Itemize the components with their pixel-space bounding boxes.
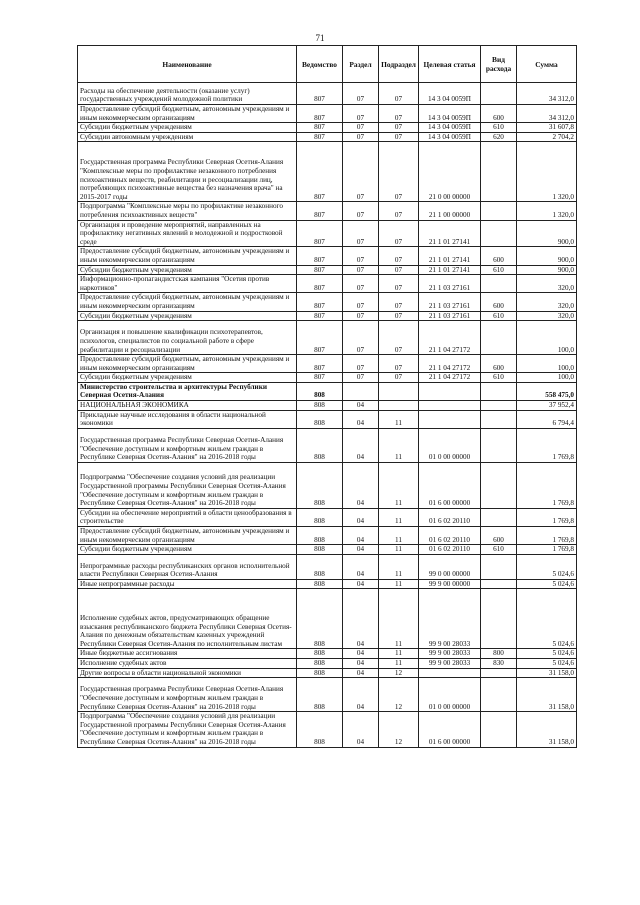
row-podrazdel: 11 (379, 649, 419, 659)
row-expense-type: 610 (481, 265, 517, 275)
row-sum: 1 320,0 (517, 202, 577, 220)
row-name: Исполнение судебных актов, предусматривающих обращение взыскания республиканского бюджета Республики Северная Осетия-Алания по денежным обязательствам казенных учреждений Республики Северная Осетия-Алания по исполнительным листам (78, 589, 297, 649)
row-expense-type: 600 (481, 293, 517, 311)
row-sum: 31 158,0 (517, 668, 577, 678)
row-target-article: 99 9 00 28033 (419, 659, 481, 669)
row-expense-type (481, 589, 517, 649)
row-sum: 900,0 (517, 247, 577, 265)
table-row (78, 123, 577, 133)
row-name: Министерство строительства и архитектуры Республики Северная Осетия-Алания (78, 382, 297, 400)
row-vedomstvo: 807 (297, 373, 343, 383)
table-row (78, 382, 577, 400)
row-vedomstvo: 807 (297, 265, 343, 275)
row-expense-type (481, 712, 517, 747)
row-razdel: 04 (343, 579, 379, 589)
row-target-article: 14 3 04 0059П (419, 132, 481, 142)
row-expense-type: 610 (481, 123, 517, 133)
table-body (78, 83, 577, 748)
row-name: Государственная программа Республики Северная Осетия-Алания "Обеспечение доступным и комфортным жильем граждан в Республике Северная Осетия-Алания" на 2016-2018 годы (78, 428, 297, 462)
row-expense-type: 600 (481, 247, 517, 265)
row-razdel: 07 (343, 202, 379, 220)
table-row (78, 410, 577, 428)
table-row (78, 428, 577, 462)
row-razdel: 07 (343, 321, 379, 355)
table-row (78, 321, 577, 355)
table-row (78, 545, 577, 555)
row-expense-type (481, 83, 517, 105)
row-razdel: 04 (343, 554, 379, 579)
row-name: Предоставление субсидий бюджетным, автономным учреждениям и иным некоммерческим организациям (78, 247, 297, 265)
row-sum: 100,0 (517, 321, 577, 355)
row-podrazdel: 11 (379, 508, 419, 526)
row-expense-type: 600 (481, 355, 517, 373)
table-row (78, 132, 577, 142)
row-expense-type (481, 428, 517, 462)
row-name: Другие вопросы в области национальной экономики (78, 668, 297, 678)
row-razdel: 07 (343, 142, 379, 202)
row-name: Государственная программа Республики Северная Осетия-Алания "Обеспечение доступным и комфортным жильем граждан в Республике Северная Осетия-Алания" на 2016-2018 годы (78, 678, 297, 712)
row-expense-type: 620 (481, 132, 517, 142)
row-vedomstvo: 807 (297, 321, 343, 355)
row-vedomstvo: 808 (297, 527, 343, 545)
row-razdel: 07 (343, 275, 379, 293)
row-target-article: 14 3 04 0059П (419, 83, 481, 105)
table-row (78, 462, 577, 508)
row-podrazdel: 07 (379, 83, 419, 105)
row-vedomstvo: 807 (297, 123, 343, 133)
row-podrazdel: 11 (379, 462, 419, 508)
row-razdel: 07 (343, 123, 379, 133)
row-expense-type: 600 (481, 527, 517, 545)
row-expense-type: 610 (481, 373, 517, 383)
row-vedomstvo: 808 (297, 589, 343, 649)
row-name: Предоставление субсидий бюджетным, автономным учреждениям и иным некоммерческим организациям (78, 355, 297, 373)
row-podrazdel: 07 (379, 265, 419, 275)
table-row (78, 202, 577, 220)
row-razdel: 07 (343, 293, 379, 311)
row-name: Субсидии бюджетным учреждениям (78, 311, 297, 321)
row-expense-type (481, 410, 517, 428)
row-expense-type (481, 668, 517, 678)
row-podrazdel: 12 (379, 678, 419, 712)
row-expense-type (481, 678, 517, 712)
row-expense-type: 830 (481, 659, 517, 669)
row-vedomstvo: 807 (297, 142, 343, 202)
row-razdel: 04 (343, 508, 379, 526)
row-razdel: 07 (343, 132, 379, 142)
row-expense-type (481, 462, 517, 508)
row-razdel: 07 (343, 355, 379, 373)
row-expense-type (481, 382, 517, 400)
row-target-article: 99 9 00 28033 (419, 589, 481, 649)
row-podrazdel: 07 (379, 293, 419, 311)
row-expense-type (481, 508, 517, 526)
row-expense-type: 610 (481, 311, 517, 321)
row-sum: 320,0 (517, 293, 577, 311)
row-vedomstvo: 807 (297, 202, 343, 220)
row-razdel: 04 (343, 668, 379, 678)
row-name: Субсидии на обеспечение мероприятий в области ценообразования в строительстве (78, 508, 297, 526)
row-target-article: 99 0 00 00000 (419, 554, 481, 579)
row-name: Государственная программа Республики Северная Осетия-Алания "Комплексные меры по профилактике незаконного потребления психоактивных веществ, реабилитации и ресоциализации лиц, потребляющих психоактивные вещества без назначения врача" на 2015-2017 годы (78, 142, 297, 202)
row-vedomstvo: 807 (297, 105, 343, 123)
row-target-article: 21 1 03 27161 (419, 275, 481, 293)
row-name: Непрограммные расходы республиканских органов исполнительной власти Республики Северная Осетия-Алания (78, 554, 297, 579)
row-name: Информационно-пропагандистская кампания "Осетия против наркотиков" (78, 275, 297, 293)
row-sum: 100,0 (517, 373, 577, 383)
row-target-article: 21 1 04 27172 (419, 373, 481, 383)
header-target-article: Целевая статья (419, 46, 481, 83)
row-vedomstvo: 808 (297, 659, 343, 669)
row-expense-type (481, 220, 517, 247)
row-name: Подпрограмма "Обеспечение создания условий для реализации Государственной программы Республики Северная Осетия-Алания "Обеспечение доступным и комфортным жильем граждан в Республике Северная Осетия-Алания" на 2016-2018 годы (78, 462, 297, 508)
row-podrazdel: 11 (379, 527, 419, 545)
row-podrazdel (379, 382, 419, 400)
table-row (78, 275, 577, 293)
header-name: Наименование (78, 46, 297, 83)
row-target-article: 21 0 00 00000 (419, 142, 481, 202)
row-sum: 900,0 (517, 220, 577, 247)
row-razdel: 04 (343, 428, 379, 462)
row-podrazdel: 12 (379, 712, 419, 747)
row-vedomstvo: 807 (297, 83, 343, 105)
row-razdel: 04 (343, 401, 379, 411)
row-vedomstvo: 808 (297, 401, 343, 411)
row-name: Иные непрограммные расходы (78, 579, 297, 589)
row-podrazdel: 12 (379, 668, 419, 678)
row-sum: 320,0 (517, 275, 577, 293)
row-target-article: 21 1 01 27141 (419, 265, 481, 275)
row-vedomstvo: 808 (297, 462, 343, 508)
row-expense-type (481, 579, 517, 589)
row-razdel: 07 (343, 83, 379, 105)
row-podrazdel: 07 (379, 247, 419, 265)
row-target-article: 21 1 03 27161 (419, 293, 481, 311)
header-expense-type: Вид расхода (481, 46, 517, 83)
table-row (78, 678, 577, 712)
row-razdel: 07 (343, 220, 379, 247)
row-vedomstvo: 808 (297, 428, 343, 462)
table-row (78, 508, 577, 526)
row-target-article: 01 6 02 20110 (419, 508, 481, 526)
row-podrazdel: 07 (379, 355, 419, 373)
row-razdel: 04 (343, 649, 379, 659)
row-target-article: 21 1 04 27172 (419, 355, 481, 373)
row-target-article (419, 668, 481, 678)
row-target-article: 21 1 04 27172 (419, 321, 481, 355)
row-vedomstvo: 808 (297, 678, 343, 712)
row-name: НАЦИОНАЛЬНАЯ ЭКОНОМИКА (78, 401, 297, 411)
row-podrazdel (379, 401, 419, 411)
row-vedomstvo: 807 (297, 220, 343, 247)
row-vedomstvo: 808 (297, 579, 343, 589)
row-target-article: 21 1 01 27141 (419, 247, 481, 265)
table-row (78, 668, 577, 678)
row-name: Подпрограмма "Комплексные меры по профилактике незаконного потребления психоактивных веществ" (78, 202, 297, 220)
row-razdel: 04 (343, 545, 379, 555)
row-name: Предоставление субсидий бюджетным, автономным учреждениям и иным некоммерческим организациям (78, 527, 297, 545)
row-expense-type: 800 (481, 649, 517, 659)
row-vedomstvo: 808 (297, 712, 343, 747)
row-sum: 34 312,0 (517, 83, 577, 105)
row-vedomstvo: 808 (297, 508, 343, 526)
row-target-article: 99 9 00 28033 (419, 649, 481, 659)
row-target-article: 01 6 02 20110 (419, 527, 481, 545)
row-vedomstvo: 808 (297, 668, 343, 678)
row-name: Организация и проведение мероприятий, направленных на профилактику негативных явлений в молодежной и подростковой среде (78, 220, 297, 247)
row-podrazdel: 11 (379, 554, 419, 579)
row-podrazdel: 07 (379, 105, 419, 123)
row-sum: 1 769,8 (517, 462, 577, 508)
table-row (78, 712, 577, 747)
row-razdel: 07 (343, 105, 379, 123)
row-vedomstvo: 807 (297, 311, 343, 321)
row-razdel: 04 (343, 678, 379, 712)
row-sum: 100,0 (517, 355, 577, 373)
row-name: Организация и повышение квалификации психотерапевтов, психологов, специалистов по социальной работе в сфере реабилитации и ресоциализации (78, 321, 297, 355)
row-sum: 5 024,6 (517, 554, 577, 579)
row-name: Исполнение судебных актов (78, 659, 297, 669)
row-sum: 34 312,0 (517, 105, 577, 123)
row-podrazdel: 11 (379, 545, 419, 555)
row-sum: 1 769,8 (517, 527, 577, 545)
row-vedomstvo: 808 (297, 649, 343, 659)
table-header-row (78, 46, 577, 83)
row-vedomstvo: 808 (297, 554, 343, 579)
table-row (78, 265, 577, 275)
row-sum: 1 769,8 (517, 545, 577, 555)
row-target-article: 21 1 03 27161 (419, 311, 481, 321)
row-sum: 5 024,6 (517, 649, 577, 659)
row-target-article (419, 382, 481, 400)
table-row (78, 83, 577, 105)
row-name: Предоставление субсидий бюджетным, автономным учреждениям и иным некоммерческим организациям (78, 293, 297, 311)
row-razdel (343, 382, 379, 400)
row-sum: 900,0 (517, 265, 577, 275)
table-row (78, 401, 577, 411)
table-row (78, 220, 577, 247)
table-row (78, 527, 577, 545)
table-row (78, 105, 577, 123)
row-name: Расходы на обеспечение деятельности (оказание услуг) государственных учреждений молодежной политики (78, 83, 297, 105)
table-row (78, 659, 577, 669)
row-name: Субсидии бюджетным учреждениям (78, 545, 297, 555)
row-razdel: 04 (343, 712, 379, 747)
table-row (78, 311, 577, 321)
row-target-article: 14 3 04 0059П (419, 105, 481, 123)
row-expense-type (481, 321, 517, 355)
row-podrazdel: 07 (379, 275, 419, 293)
row-vedomstvo: 807 (297, 247, 343, 265)
row-expense-type (481, 142, 517, 202)
row-sum: 5 024,6 (517, 659, 577, 669)
row-razdel: 07 (343, 247, 379, 265)
row-name: Подпрограмма "Обеспечение создания условий для реализации Государственной программы Республики Северная Осетия-Алания "Обеспечение доступным и комфортным жильем граждан в Республике Северная Осетия-Алания" на 2016-2018 годы (78, 712, 297, 747)
row-sum: 6 794,4 (517, 410, 577, 428)
row-sum: 5 024,6 (517, 589, 577, 649)
row-target-article (419, 410, 481, 428)
table-row (78, 579, 577, 589)
row-podrazdel: 07 (379, 373, 419, 383)
row-expense-type (481, 275, 517, 293)
row-sum: 320,0 (517, 311, 577, 321)
budget-table (77, 45, 577, 748)
row-expense-type: 600 (481, 105, 517, 123)
row-sum: 1 769,8 (517, 428, 577, 462)
row-podrazdel: 11 (379, 410, 419, 428)
row-razdel: 04 (343, 589, 379, 649)
row-vedomstvo: 808 (297, 382, 343, 400)
row-podrazdel: 07 (379, 123, 419, 133)
row-podrazdel: 11 (379, 589, 419, 649)
row-razdel: 07 (343, 311, 379, 321)
table-row (78, 589, 577, 649)
table-row (78, 355, 577, 373)
header-razdel: Раздел (343, 46, 379, 83)
row-vedomstvo: 807 (297, 132, 343, 142)
header-sum: Сумма (517, 46, 577, 83)
row-target-article: 14 3 04 0059П (419, 123, 481, 133)
row-podrazdel: 07 (379, 321, 419, 355)
row-sum: 2 704,2 (517, 132, 577, 142)
row-name: Субсидии бюджетным учреждениям (78, 265, 297, 275)
row-razdel: 07 (343, 265, 379, 275)
table-row (78, 142, 577, 202)
row-target-article: 21 1 01 27141 (419, 220, 481, 247)
row-expense-type (481, 401, 517, 411)
row-sum: 31 158,0 (517, 678, 577, 712)
row-vedomstvo: 807 (297, 275, 343, 293)
row-name: Иные бюджетные ассигнования (78, 649, 297, 659)
row-podrazdel: 07 (379, 132, 419, 142)
row-razdel: 04 (343, 527, 379, 545)
row-target-article: 01 0 00 00000 (419, 428, 481, 462)
table-row (78, 247, 577, 265)
row-sum: 31 607,8 (517, 123, 577, 133)
page-number: 71 (315, 33, 325, 43)
row-name: Субсидии бюджетным учреждениям (78, 373, 297, 383)
row-sum: 1 769,8 (517, 508, 577, 526)
row-podrazdel: 11 (379, 428, 419, 462)
row-vedomstvo: 808 (297, 545, 343, 555)
row-target-article: 01 6 02 20110 (419, 545, 481, 555)
row-podrazdel: 11 (379, 579, 419, 589)
table-row (78, 554, 577, 579)
row-vedomstvo: 808 (297, 410, 343, 428)
row-target-article: 01 0 00 00000 (419, 678, 481, 712)
row-sum: 31 158,0 (517, 712, 577, 747)
row-expense-type (481, 554, 517, 579)
table-row (78, 373, 577, 383)
row-target-article: 21 1 00 00000 (419, 202, 481, 220)
row-name: Предоставление субсидий бюджетным, автономным учреждениям и иным некоммерческим организациям (78, 105, 297, 123)
row-target-article: 01 6 00 00000 (419, 712, 481, 747)
row-podrazdel: 07 (379, 142, 419, 202)
row-razdel: 04 (343, 410, 379, 428)
table-row (78, 649, 577, 659)
row-name: Субсидии автономным учреждениям (78, 132, 297, 142)
row-expense-type: 610 (481, 545, 517, 555)
header-podrazdel: Подраздел (379, 46, 419, 83)
row-target-article: 01 6 00 00000 (419, 462, 481, 508)
table-row (78, 293, 577, 311)
row-sum: 37 952,4 (517, 401, 577, 411)
header-vedomstvo: Ведомство (297, 46, 343, 83)
row-vedomstvo: 807 (297, 355, 343, 373)
row-podrazdel: 07 (379, 220, 419, 247)
row-expense-type (481, 202, 517, 220)
row-name: Субсидии бюджетным учреждениям (78, 123, 297, 133)
row-razdel: 07 (343, 373, 379, 383)
row-podrazdel: 11 (379, 659, 419, 669)
row-sum: 5 024,6 (517, 579, 577, 589)
row-sum: 1 320,0 (517, 142, 577, 202)
row-vedomstvo: 807 (297, 293, 343, 311)
row-podrazdel: 07 (379, 202, 419, 220)
row-name: Прикладные научные исследования в области национальной экономики (78, 410, 297, 428)
row-podrazdel: 07 (379, 311, 419, 321)
row-razdel: 04 (343, 462, 379, 508)
row-razdel: 04 (343, 659, 379, 669)
row-target-article (419, 401, 481, 411)
row-sum: 558 475,0 (517, 382, 577, 400)
row-target-article: 99 9 00 00000 (419, 579, 481, 589)
